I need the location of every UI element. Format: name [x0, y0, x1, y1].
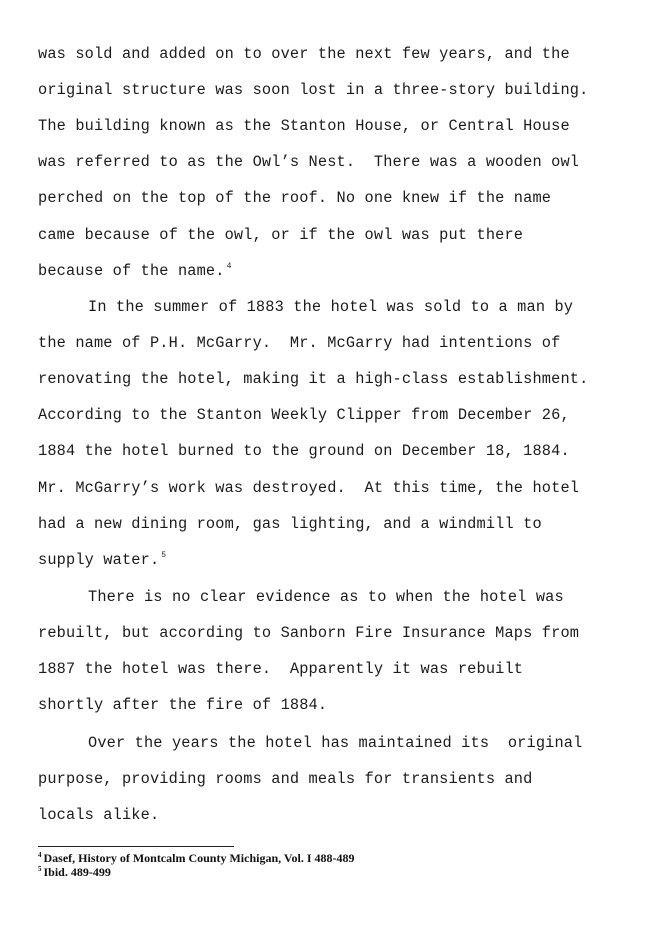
text-line: 1887 the hotel was there. Apparently it was rebuilt — [38, 660, 524, 678]
text-line: came because of the owl, or if the owl was put there — [38, 226, 524, 244]
text-line: renovating the hotel, making it a high-class establishment. — [38, 370, 589, 388]
text-line: rebuilt, but according to Sanborn Fire Insurance Maps from — [38, 624, 580, 642]
footnote-reference: 4 — [226, 262, 232, 271]
footnote — [38, 852, 355, 865]
footnote-text: Dasef, History of Montcalm County Michigan, Vol. I 488-489 — [43, 851, 355, 865]
text-line: supply water. — [38, 551, 160, 569]
text-line: 1884 the hotel burned to the ground on December 18, 1884. — [38, 442, 570, 460]
text-line: Mr. McGarry’s work was destroyed. At this time, the hotel — [38, 479, 580, 497]
text-line: purpose, providing rooms and meals for transients and — [38, 770, 533, 788]
text-line: According to the Stanton Weekly Clipper from December 26, — [38, 406, 570, 424]
text-line: the name of P.H. McGarry. Mr. McGarry had intentions of — [38, 334, 561, 352]
text-line: shortly after the fire of 1884. — [38, 696, 328, 714]
text-line: had a new dining room, gas lighting, and a windmill to — [38, 515, 542, 533]
text-line: locals alike. — [38, 806, 160, 824]
footnote-text: Ibid. 489-499 — [43, 865, 111, 879]
footnote-number: 4 — [38, 851, 42, 859]
footnote-separator — [38, 846, 234, 847]
text-line: The building known as the Stanton House, or Central House — [38, 117, 570, 135]
footnote-reference: 5 — [161, 551, 167, 560]
text-line: perched on the top of the roof. No one knew if the name — [38, 189, 552, 207]
text-line-with-footnote — [38, 551, 166, 569]
paragraph-start-line: In the summer of 1883 the hotel was sold to a man by — [88, 298, 574, 316]
text-line: original structure was soon lost in a three-story building. — [38, 81, 589, 99]
footnote — [38, 866, 111, 879]
footnote-number: 5 — [38, 865, 42, 873]
text-line-with-footnote — [38, 262, 232, 280]
paragraph-start-line: There is no clear evidence as to when the hotel was — [88, 588, 564, 606]
text-line: was referred to as the Owl’s Nest. There was a wooden owl — [38, 153, 580, 171]
text-line: because of the name. — [38, 262, 225, 280]
paragraph-start-line: Over the years the hotel has maintained its original — [88, 734, 583, 752]
text-line: was sold and added on to over the next few years, and the — [38, 45, 570, 63]
